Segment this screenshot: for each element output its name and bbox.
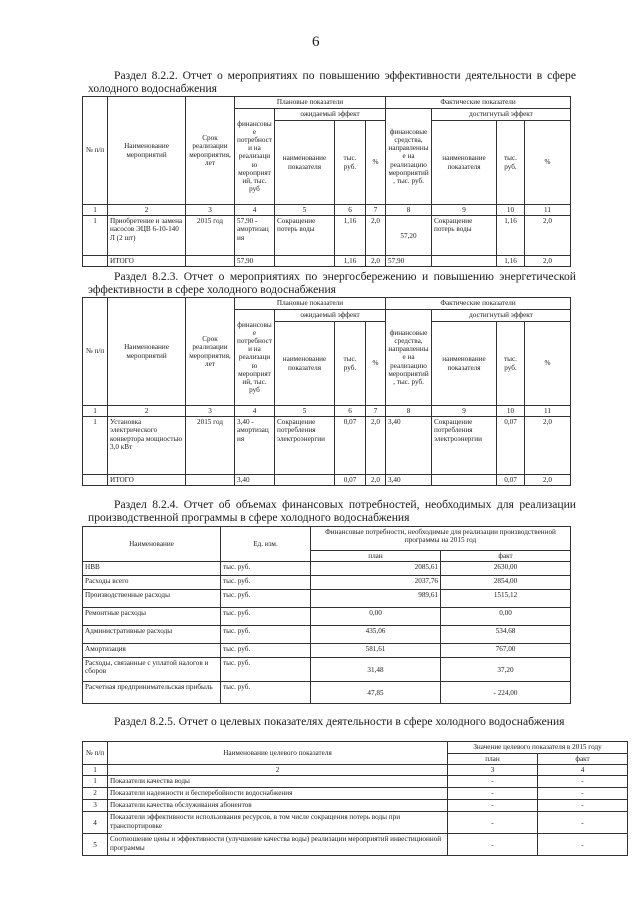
table-cell: тыс. руб.: [221, 576, 311, 590]
colnum: 10: [497, 205, 525, 216]
table-cell: 2854,00: [441, 576, 571, 590]
colnum: 1: [83, 406, 108, 417]
table-cell: Сокращение потребления электроэнергии: [275, 417, 335, 475]
table-cell: тыс. руб.: [221, 626, 311, 644]
colnum: 3: [186, 205, 235, 216]
header-pct: %: [366, 121, 386, 205]
section-8-2-4-heading: Раздел 8.2.4. Отчет об объемах финансовых потребностей, необходимых для реализации производственной программы в сфере холодного водоснабжения: [88, 498, 576, 524]
table-cell: 47,85: [311, 682, 441, 704]
header-term: Срок реализации мероприятия, лет: [186, 298, 235, 406]
total-label: ИТОГО: [108, 475, 186, 486]
table-cell: 0,07: [335, 417, 366, 475]
header-th-rub-fact: тыс. руб.: [497, 121, 525, 205]
table-cell: Приобретение и замена насосов ЭЦВ 6-10-140 Л (2 шт): [108, 216, 186, 256]
table-cell: тыс. руб.: [221, 658, 311, 682]
table-cell: 3,40 - амортизация: [235, 417, 275, 475]
header-fact: факт: [538, 754, 628, 765]
table-cell: -: [448, 776, 538, 788]
colnum: 9: [432, 406, 497, 417]
table-cell: 57,20: [386, 216, 432, 256]
total-cell: 0,07: [497, 475, 525, 486]
total-cell: 0,07: [335, 475, 366, 486]
table-cell: Сокращение потребления электроэнергии: [432, 417, 497, 475]
header-achieved: достигнутый эффект: [432, 310, 571, 322]
table-cell: Производственные расходы: [83, 590, 221, 608]
total-cell: 2,0: [366, 475, 386, 486]
colnum: 7: [366, 406, 386, 417]
total-cell: 57,90: [386, 256, 432, 267]
colnum: 5: [275, 406, 335, 417]
header-ind-name: наименование показателя: [275, 121, 335, 205]
table-cell: -: [448, 788, 538, 800]
total-cell: 2,0: [525, 475, 571, 486]
table-cell: -: [538, 776, 628, 788]
header-plan-fin: финансовые потребности на реализацию мероприятий, тыс. руб: [235, 310, 275, 406]
header-expected: ожидаемый эффект: [275, 310, 386, 322]
header-th-rub: тыс. руб.: [335, 121, 366, 205]
table-cell: 1,16: [497, 216, 525, 256]
table-cell: -: [538, 800, 628, 812]
header-th-rub: тыс. руб.: [335, 322, 366, 406]
total-cell: 1,16: [335, 256, 366, 267]
section-8-2-5-heading: Раздел 8.2.5. Отчет о целевых показателях деятельности в сфере холодного водоснабжения: [114, 715, 565, 728]
header-pct-fact: %: [525, 322, 571, 406]
table-cell: 3: [83, 800, 108, 812]
header-achieved: достигнутый эффект: [432, 109, 571, 121]
page-number: 6: [312, 34, 320, 50]
table-cell: 31,48: [311, 658, 441, 682]
colnum: 1: [83, 205, 108, 216]
header-needs: Финансовые потребности, необходимые для реализации производственной программы на 2015 год: [311, 527, 571, 551]
header-term: Срок реализации мероприятия, лет: [186, 97, 235, 205]
table-8-2-5: [82, 741, 628, 856]
table-cell: Ремонтные расходы: [83, 608, 221, 626]
table-8-2-2: [82, 96, 571, 267]
header-fact-fin: финансовые средства, направленные на реализацию мероприятий, тыс. руб.: [386, 109, 432, 205]
header-pct-fact: %: [525, 121, 571, 205]
header-plan: план: [311, 551, 441, 562]
colnum: 3: [448, 765, 538, 776]
table-cell: -: [538, 834, 628, 856]
colnum: 3: [186, 406, 235, 417]
header-expected: ожидаемый эффект: [275, 109, 386, 121]
table-cell: Амортизация: [83, 644, 221, 658]
table-cell: 2,0: [525, 417, 571, 475]
table-cell: тыс. руб.: [221, 608, 311, 626]
table-cell: 2,0: [366, 417, 386, 475]
table-cell: 534,68: [441, 626, 571, 644]
total-label: ИТОГО: [108, 256, 186, 267]
header-th-rub-fact: тыс. руб.: [497, 322, 525, 406]
table-cell: 57,90 - амортизация: [235, 216, 275, 256]
header-name: Наименование мероприятий: [108, 298, 186, 406]
table-cell: тыс. руб.: [221, 562, 311, 576]
table-cell: 2015 год: [186, 216, 235, 256]
table-cell: 3,40: [386, 417, 432, 475]
colnum: 2: [108, 406, 186, 417]
header-ind-name-fact: наименование показателя: [432, 121, 497, 205]
header-value: Значение целевого показателя в 2015 году: [448, 742, 628, 754]
header-plan: Плановые показатели: [235, 298, 386, 310]
table-cell: тыс. руб.: [221, 590, 311, 608]
colnum: 2: [108, 765, 448, 776]
header-fact: факт: [441, 551, 571, 562]
table-cell: Сокращение потерь воды: [275, 216, 335, 256]
colnum: 4: [538, 765, 628, 776]
header-name: Наименование мероприятий: [108, 97, 186, 205]
table-cell: Административные расходы: [83, 626, 221, 644]
table-8-2-4: [82, 526, 571, 704]
table-cell: -: [538, 788, 628, 800]
header-fact-fin: финансовые средства, направленные на реализацию мероприятий, тыс. руб.: [386, 310, 432, 406]
colnum: 11: [525, 205, 571, 216]
table-cell: Показатели качества обслуживания абонентов: [108, 800, 448, 812]
table-cell: 1: [83, 776, 108, 788]
header-fact: Фактические показатели: [386, 298, 571, 310]
header-plan: Плановые показатели: [235, 97, 386, 109]
colnum: 8: [386, 205, 432, 216]
table-cell: Расходы всего: [83, 576, 221, 590]
table-cell: 37,20: [441, 658, 571, 682]
table-cell: 5: [83, 834, 108, 856]
table-cell: 435,06: [311, 626, 441, 644]
table-cell: -: [448, 834, 538, 856]
colnum: 4: [235, 406, 275, 417]
table-cell: -: [448, 800, 538, 812]
colnum: 9: [432, 205, 497, 216]
total-cell: 3,40: [235, 475, 275, 486]
colnum: 1: [83, 765, 108, 776]
header-ind-name: наименование показателя: [275, 322, 335, 406]
colnum: 5: [275, 205, 335, 216]
header-plan-fin: финансовые потребности на реализацию мероприятий, тыс. руб: [235, 109, 275, 205]
table-cell: 0,00: [441, 608, 571, 626]
header-name: Наименование целевого показателя: [108, 742, 448, 765]
colnum: 6: [335, 406, 366, 417]
table-cell: 2630,00: [441, 562, 571, 576]
header-name: Наименование: [83, 527, 221, 562]
table-cell: 0,00: [311, 608, 441, 626]
table-cell: 989,61: [311, 590, 441, 608]
table-cell: Расчетная предпринимательская прибыль: [83, 682, 221, 704]
colnum: 11: [525, 406, 571, 417]
table-cell: 2,0: [525, 216, 571, 256]
table-cell: Расходы, связанные с уплатой налогов и сборов: [83, 658, 221, 682]
section-8-2-3-heading: Раздел 8.2.3. Отчет о мероприятиях по энергосбережению и повышению энергетической эффективности в сфере холодного водоснабжения: [88, 270, 576, 296]
header-fact: Фактические показатели: [386, 97, 571, 109]
table-cell: Сокращение потерь воды: [432, 216, 497, 256]
total-cell: 3,40: [386, 475, 432, 486]
colnum: 10: [497, 406, 525, 417]
table-cell: 1515,12: [441, 590, 571, 608]
table-cell: тыс. руб.: [221, 644, 311, 658]
header-pct: %: [366, 322, 386, 406]
header-plan: план: [448, 754, 538, 765]
total-cell: 2,0: [525, 256, 571, 267]
total-cell: 57,90: [235, 256, 275, 267]
total-cell: 1,16: [497, 256, 525, 267]
table-cell: 1: [83, 417, 108, 475]
table-8-2-3: [82, 297, 571, 486]
table-cell: 2: [83, 788, 108, 800]
colnum: 4: [235, 205, 275, 216]
colnum: 8: [386, 406, 432, 417]
header-num: № п/п: [83, 97, 108, 205]
total-cell: 2,0: [366, 256, 386, 267]
table-cell: НВВ: [83, 562, 221, 576]
table-cell: 2037,76: [311, 576, 441, 590]
table-cell: Соотношение цены и эффективности (улучшение качества воды) реализации мероприятий инвестиционной программы: [108, 834, 448, 856]
header-unit: Ед. изм.: [221, 527, 311, 562]
table-cell: 0,07: [497, 417, 525, 475]
table-cell: 1,16: [335, 216, 366, 256]
header-ind-name-fact: наименование показателя: [432, 322, 497, 406]
table-cell: 4: [83, 812, 108, 834]
section-8-2-2-heading: Раздел 8.2.2. Отчет о мероприятиях по повышению эффективности деятельности в сфере холодного водоснабжения: [88, 69, 576, 95]
table-cell: -: [538, 812, 628, 834]
table-cell: Показатели надежности и бесперебойности водоснабжения: [108, 788, 448, 800]
table-cell: 1: [83, 216, 108, 256]
table-cell: 2015 год: [186, 417, 235, 475]
header-num: № п/п: [83, 742, 108, 765]
table-cell: 2,0: [366, 216, 386, 256]
table-cell: 767,00: [441, 644, 571, 658]
table-cell: Установка электрического конвертора мощностью 3,0 кВт: [108, 417, 186, 475]
table-cell: тыс. руб.: [221, 682, 311, 704]
colnum: 2: [108, 205, 186, 216]
table-cell: 581,61: [311, 644, 441, 658]
colnum: 6: [335, 205, 366, 216]
table-cell: Показатели качества воды: [108, 776, 448, 788]
table-cell: Показатели эффективности использования ресурсов, в том числе сокращения потерь воды при транспортировке: [108, 812, 448, 834]
table-cell: -: [448, 812, 538, 834]
colnum: 7: [366, 205, 386, 216]
table-cell: 2085,61: [311, 562, 441, 576]
table-cell: - 224,00: [441, 682, 571, 704]
header-num: № п/п: [83, 298, 108, 406]
